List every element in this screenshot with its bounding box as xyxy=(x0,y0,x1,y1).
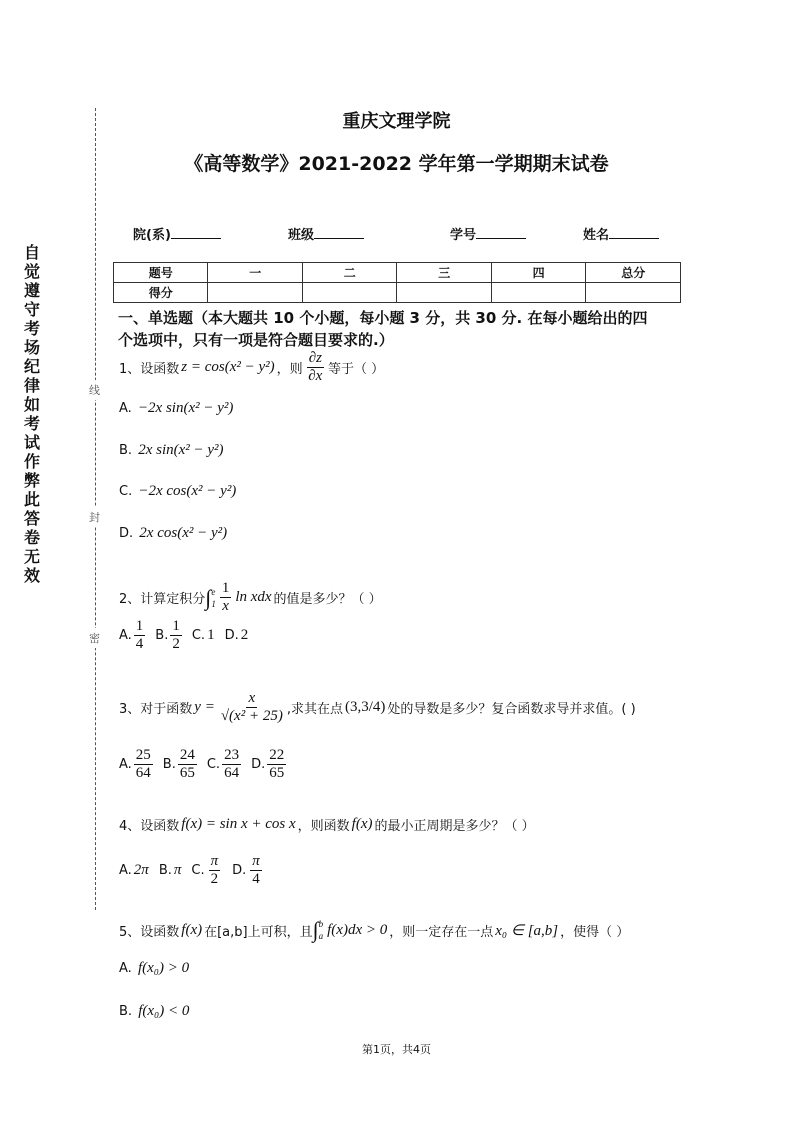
option-1c[interactable]: C. −2x cos(x² − y²) xyxy=(119,483,237,499)
seal-label-line: 线 xyxy=(89,380,100,400)
school-name: 重庆文理学院 xyxy=(342,111,451,132)
table-header-cell: 二 xyxy=(302,263,396,283)
page-footer: 第1页，共4页 xyxy=(362,1043,431,1056)
option-4a[interactable]: A. 2π xyxy=(119,862,149,878)
field-name: 姓名 xyxy=(583,224,659,243)
section-heading-line1: 一、单选题（本大题共 10 个小题，每小题 3 分，共 30 分. 在每小题给出的四 xyxy=(118,309,648,327)
option-4c[interactable]: C. $\frac{\pi}{2}$ xyxy=(191,853,219,887)
option-2c[interactable]: C. 1 xyxy=(191,627,215,643)
table-row xyxy=(114,263,681,283)
question-5: 5、设函数 f(x) 在[a,b]上可积，且 ∫ b a f(x)dx > 0 ，则一定存在一点 x₀ ∈ [a,b] ，使得（ ） xyxy=(119,917,630,942)
question-4-options xyxy=(119,853,274,888)
score-cell[interactable] xyxy=(302,283,396,303)
table-header-cell: 三 xyxy=(397,263,491,283)
table-header-cell: 题号 xyxy=(114,263,208,283)
option-5b[interactable]: B. f(x₀) < 0 xyxy=(119,1003,190,1019)
option-3d[interactable]: D. $\frac{22}{65}$ xyxy=(251,747,285,781)
option-1b[interactable]: B. 2x sin(x² − y²) xyxy=(119,442,224,458)
option-2b[interactable]: B. $\frac{1}{2}$ xyxy=(155,618,180,652)
table-header-cell: 总分 xyxy=(586,263,681,283)
question-1: 1、设函数 z = cos(x² − y²) ，则 $\frac{\partial z}{\partial x}$ 等于（ ） xyxy=(119,350,385,384)
question-4: 4、设函数 f(x) = sin x + cos x ，则函数 f(x) 的最小正周期是多少？（ ） xyxy=(119,816,535,834)
question-2-options xyxy=(119,618,258,653)
table-header-cell: 一 xyxy=(208,263,302,283)
score-row-label: 得分 xyxy=(114,283,208,303)
option-2a[interactable]: A. $\frac{1}{4}$ xyxy=(119,618,144,652)
option-3b[interactable]: B. $\frac{24}{65}$ xyxy=(162,747,195,781)
field-department: 院(系) xyxy=(133,224,221,243)
field-student-id: 学号 xyxy=(450,224,526,243)
option-1a[interactable]: A. −2x sin(x² − y²) xyxy=(119,400,234,416)
seal-label-seal: 封 xyxy=(89,507,100,527)
table-header-cell: 四 xyxy=(491,263,585,283)
score-cell[interactable] xyxy=(491,283,585,303)
score-cell[interactable] xyxy=(397,283,491,303)
option-3c[interactable]: C. $\frac{23}{64}$ xyxy=(206,747,240,781)
question-3: 3、对于函数 y = $\frac{x}{\text{√(x² + 25)}}$ ,求其在点 (3,3/4) 处的导数是多少？复合函数求导并求值。( ) xyxy=(119,690,636,724)
question-2: 2、计算定积分 ∫ e 1 $\frac{1}{x}$ ln xdx 的值是多少？（ ） xyxy=(119,580,382,614)
option-4b[interactable]: B. π xyxy=(158,862,182,878)
option-5a[interactable]: A. f(x₀) > 0 xyxy=(119,960,190,976)
option-4d[interactable]: D. $\frac{\pi}{4}$ xyxy=(232,853,260,887)
score-cell[interactable] xyxy=(208,283,302,303)
option-2d[interactable]: D. 2 xyxy=(224,627,249,643)
option-3a[interactable]: A. $\frac{25}{64}$ xyxy=(119,747,151,781)
score-table xyxy=(113,262,681,303)
margin-notice: 自觉遵守考场纪律如考试作弊此答卷无效 xyxy=(23,243,40,585)
seal-label-secret: 密 xyxy=(89,628,100,648)
table-row xyxy=(114,283,681,303)
section-heading-line2: 个选项中，只有一项是符合题目要求的.） xyxy=(118,331,394,349)
question-3-options xyxy=(119,747,296,782)
option-1d[interactable]: D. 2x cos(x² − y²) xyxy=(119,525,228,541)
score-cell[interactable] xyxy=(586,283,681,303)
exam-title: 《高等数学》2021-2022 学年第一学期期末试卷 xyxy=(184,153,609,175)
field-class: 班级 xyxy=(288,224,364,243)
